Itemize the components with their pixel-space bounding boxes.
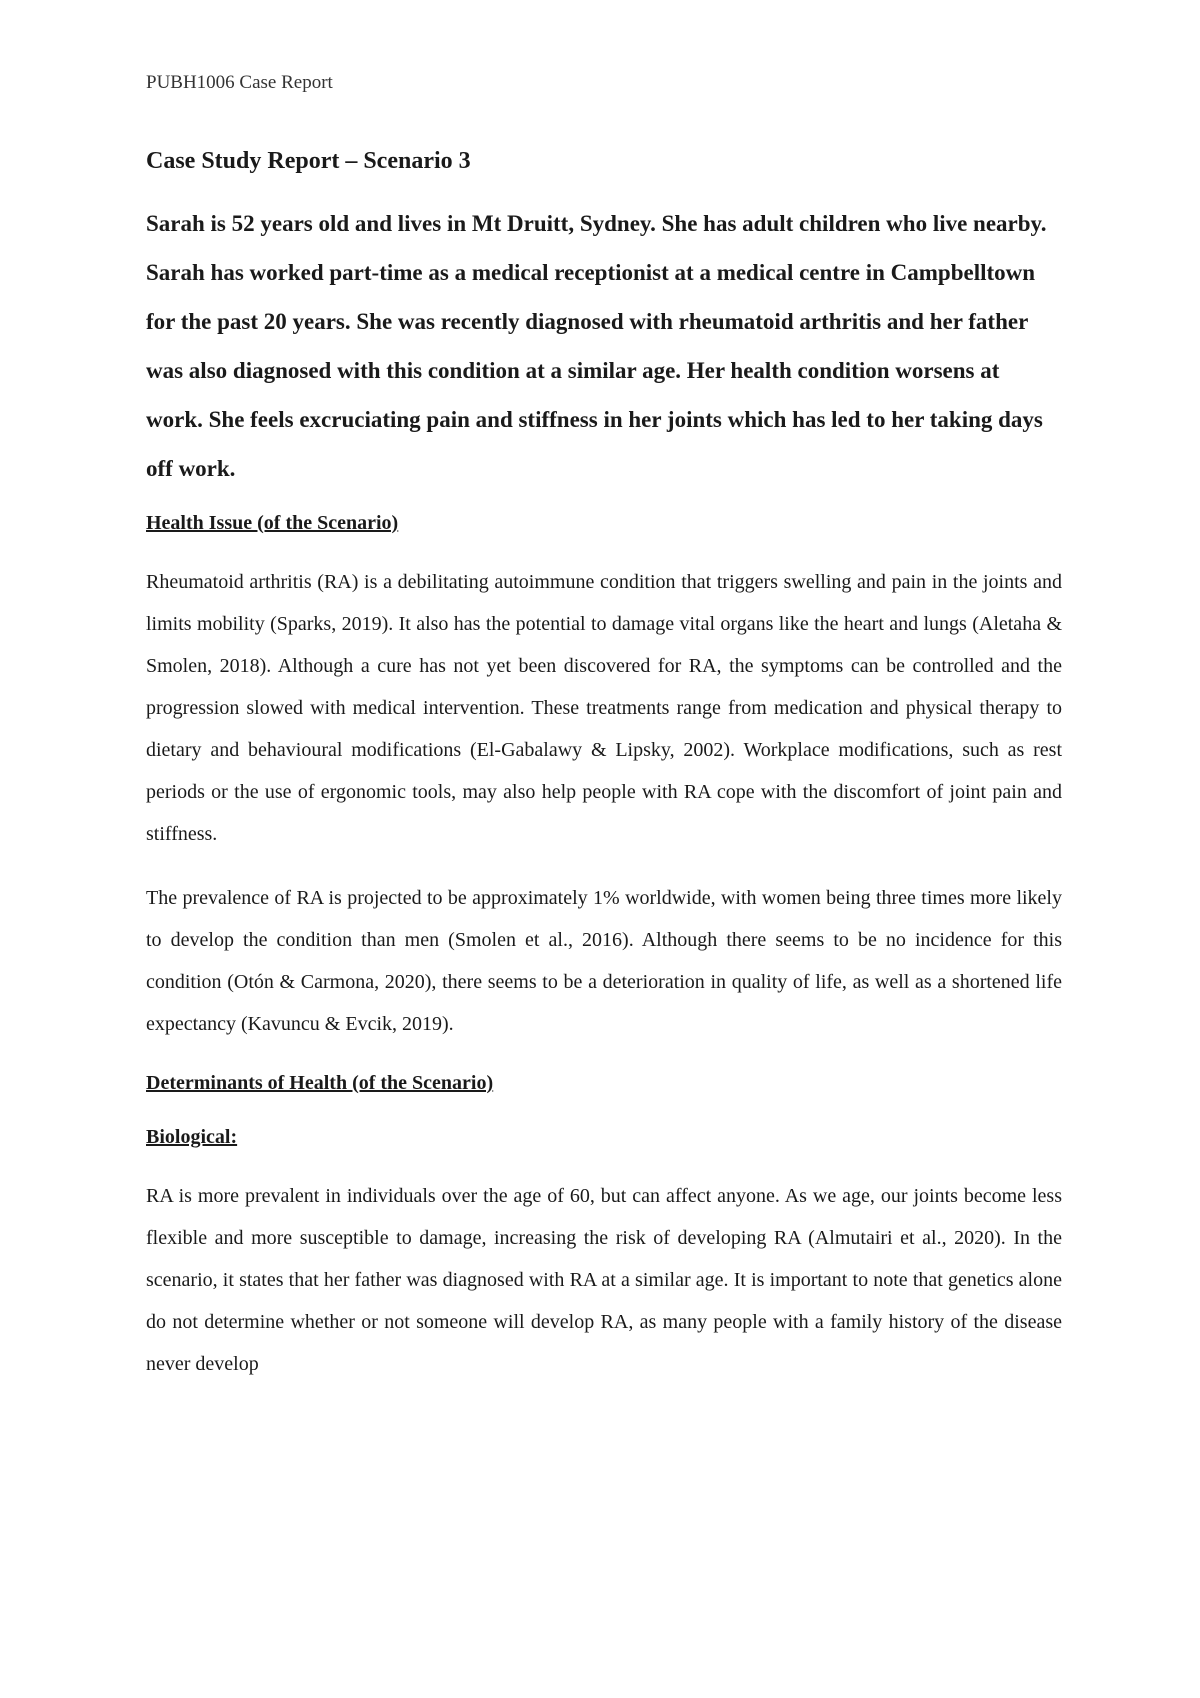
document-body <box>146 145 1062 1385</box>
biological-paragraph: RA is more prevalent in individuals over the age of 60, but can affect anyone. As we age, our joints become less flexible and more susceptible to damage, increasing the risk of developing RA (Almutairi et al., 2020). In the scenario, it states that her father was diagnosed with RA at a similar age. It is important to note that genetics alone do not determine whether or not someone will develop RA, as many people with a family history of the disease never develop <box>146 1185 1062 1375</box>
subheading-biological: Biological: <box>146 1126 238 1148</box>
scenario-description: Sarah is 52 years old and lives in Mt Druitt, Sydney. She has adult children who live nearby. Sarah has worked part-time as a medical receptionist at a medical centre in Campbelltown for the past 20 years. She was recently diagnosed with rheumatoid arthritis and her father was also diagnosed with this condition at a similar age. Her health condition worsens at work. She feels excruciating pain and stiffness in her joints which has led to her taking days off work. <box>146 211 1047 481</box>
health-issue-paragraph-2: The prevalence of RA is projected to be approximately 1% worldwide, with women being three times more likely to develop the condition than men (Smolen et al., 2016). Although there seems to be no incidence for this condition (Otón & Carmona, 2020), there seems to be a deterioration in quality of life, as well as a shortened life expectancy (Kavuncu & Evcik, 2019). <box>146 887 1062 1035</box>
health-issue-paragraph-1: Rheumatoid arthritis (RA) is a debilitating autoimmune condition that triggers swelling and pain in the joints and limits mobility (Sparks, 2019). It also has the potential to damage vital organs like the heart and lungs (Aletaha & Smolen, 2018). Although a cure has not yet been discovered for RA, the symptoms can be controlled and the progression slowed with medical intervention. These treatments range from medication and physical therapy to dietary and behavioural modifications (El-Gabalawy & Lipsky, 2002). Workplace modifications, such as rest periods or the use of ergonomic tools, may also help people with RA cope with the discomfort of joint pain and stiffness. <box>146 571 1062 845</box>
running-head: PUBH1006 Case Report <box>146 72 333 93</box>
section-heading-health-issue: Health Issue (of the Scenario) <box>146 512 399 534</box>
document-title: Case Study Report – Scenario 3 <box>146 148 471 174</box>
section-heading-determinants: Determinants of Health (of the Scenario) <box>146 1072 494 1094</box>
